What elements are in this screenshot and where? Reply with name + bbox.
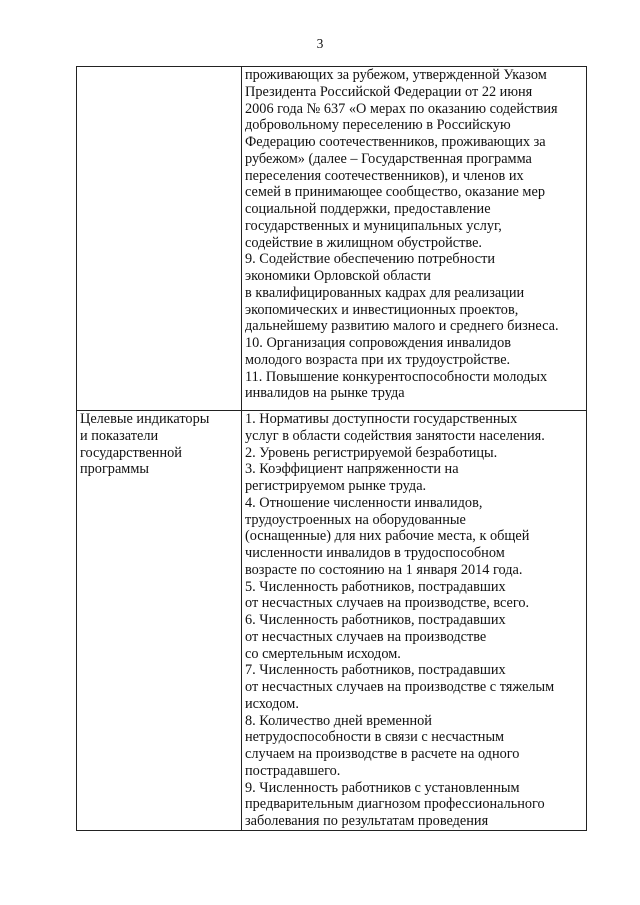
- row-content-cell: [242, 67, 587, 411]
- table-row: [77, 67, 587, 411]
- row-label-cell: [77, 411, 242, 831]
- program-passport-table: [76, 66, 587, 831]
- goals-continuation-text: проживающих за рубежом, утвержденной Указом Президента Российской Федерации от 22 июня 2006 года № 637 «О мерах по оказанию содействия добровольному переселению в Российскую Федерацию соотечественников, проживающих за рубежом» (далее – Государственная программа переселения соотечественников), и членов их семей в принимающее сообщество, оказание мер социальной поддержки, предоставление государственных и муниципальных услуг, содействие в жилищном обустройстве. 9. Содействие обеспечению потребности экономики Орловской области в квалифицированных кадрах для реализации экопомических и инвестиционных проектов, дальнейшему развитию малого и среднего бизнеса. 10. Организация сопровождения инвалидов молодого возраста при их трудоустройстве. 11. Повышение конкурентоспособности молодых инвалидов на рынке труда: [245, 67, 559, 402]
- table-row: [77, 411, 587, 831]
- indicators-label-text: Целевые индикаторы и показатели государственной программы: [80, 411, 210, 478]
- row-label-cell: [77, 67, 242, 411]
- row-content-cell: [242, 411, 587, 831]
- page-number: 3: [316, 36, 324, 51]
- indicators-list-text: 1. Нормативы доступности государственных услуг в области содействия занятости населения. 2. Уровень регистрируемой безработицы. 3. Коэффициент напряженности на регистрируемом рынке труда. 4. Отношение численности инвалидов, трудоустроенных на оборудованные (оснащенные) для них рабочие места, к общей численности инвалидов в трудоспособном возрасте по состоянию на 1 января 2014 года. 5. Численность работников, пострадавших от несчастных случаев на производстве, всего. 6. Численность работников, пострадавших от несчастных случаев на производстве со смертельным исходом. 7. Численность работников, пострадавших от несчастных случаев на производстве с тяжелым исходом. 8. Количество дней временной нетрудоспособности в связи с несчастным случаем на производстве в расчете на одного пострадавшего. 9. Численность работников с установленным предварительным диагнозом профессионального заболевания по результатам проведения: [245, 411, 555, 829]
